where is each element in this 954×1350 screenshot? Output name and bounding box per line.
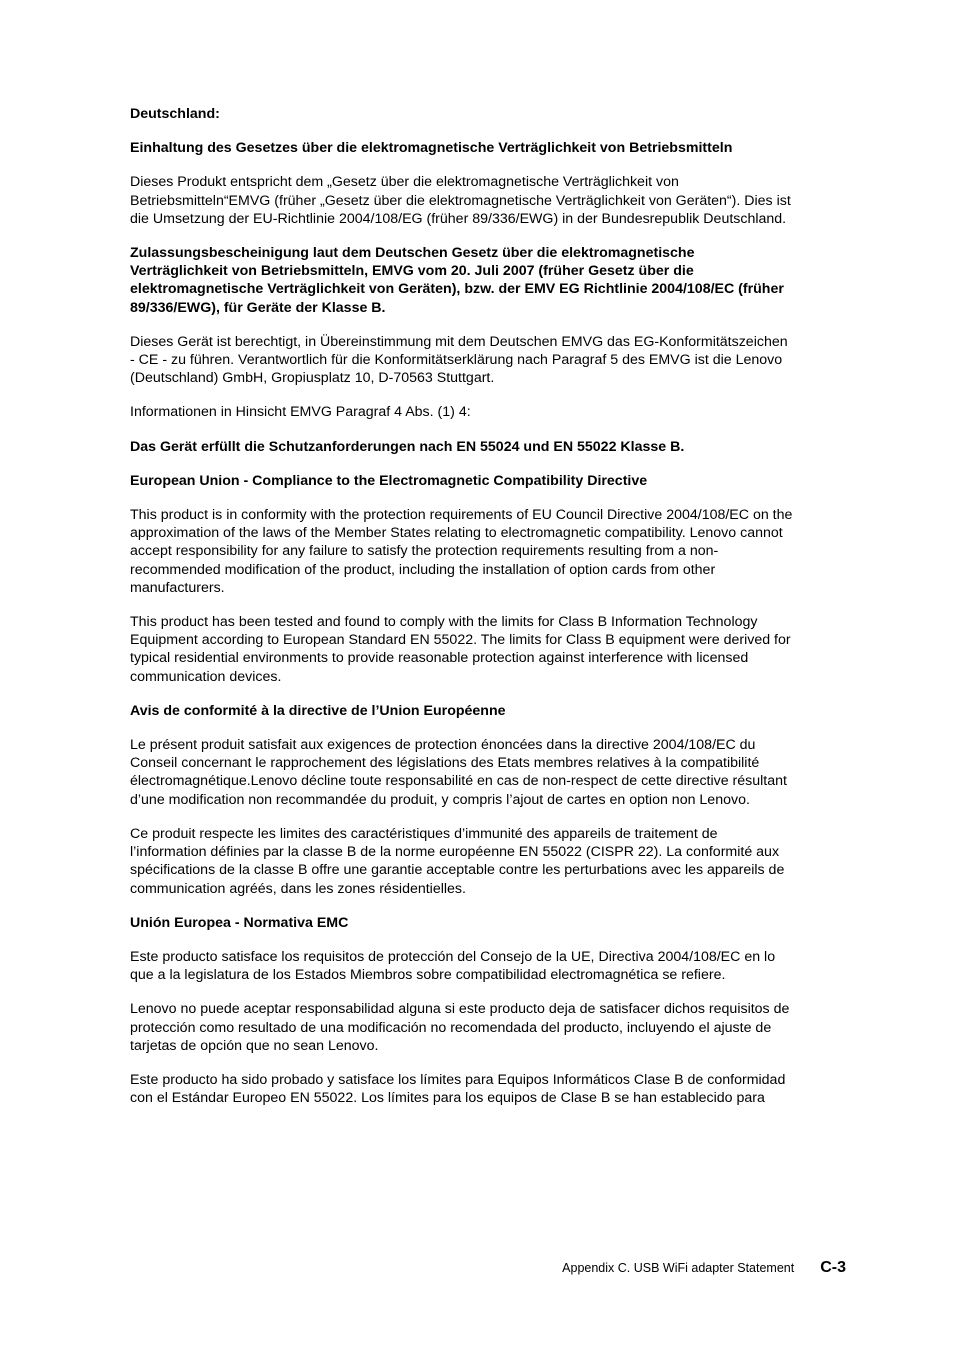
body-paragraph xyxy=(130,948,840,984)
text-line: l’information définies par la classe B de la norme européenne EN 55022 (CISPR 22). La conformité aux xyxy=(130,844,780,861)
text-line: (Deutschland) GmbH, Gropiusplatz 10, D-70563 Stuttgart. xyxy=(130,370,495,387)
text-line: This product is in conformity with the protection requirements of EU Council Directive 2004/108/EC on the xyxy=(130,507,793,524)
text-line: This product has been tested and found to comply with the limits for Class B Information Technology xyxy=(130,614,758,631)
text-line: European Union - Compliance to the Electromagnetic Compatibility Directive xyxy=(130,472,648,489)
text-line: Le présent produit satisfait aux exigences de protection énoncées dans la directive 2004/108/EC du xyxy=(130,737,756,754)
text-line: électromagnétique.Lenovo décline toute responsabilité en cas de non-respect de cette directive résultant xyxy=(130,773,787,790)
text-line: Avis de conformité à la directive de l’Union Européenne xyxy=(130,702,506,719)
text-line: Equipment according to European Standard EN 55022. The limits for Class B equipment were derived for xyxy=(130,632,791,649)
section-heading xyxy=(130,914,840,932)
text-line: accept responsibility for any failure to satisfy the protection requirements resulting from a non- xyxy=(130,543,719,560)
text-line: protección como resultado de una modificación no recomendada del producto, incluyendo el ajuste de xyxy=(130,1019,772,1036)
text-line: con el Estándar Europeo EN 55022. Los límites para los equipos de Clase B se han establecido para xyxy=(130,1090,765,1107)
text-line: - CE - zu führen. Verantwortlich für die Konformitätserklärung nach Paragraf 5 des EMVG ist die Lenovo xyxy=(130,352,783,369)
text-line: Conseil concernant le rapprochement des législations des Etats membres relatives à la compatibilité xyxy=(130,755,760,772)
body-paragraph xyxy=(130,1071,840,1107)
section-heading xyxy=(130,139,840,157)
text-line: Dieses Gerät ist berechtigt, in Übereinstimmung mit dem Deutschen EMVG das EG-Konformitätszeichen xyxy=(130,333,788,350)
section-heading xyxy=(130,105,840,123)
text-line: typical residential environments to provide reasonable protection against interference with licensed xyxy=(130,650,749,667)
body-paragraph xyxy=(130,736,840,809)
section-heading xyxy=(130,472,840,490)
body-paragraph xyxy=(130,173,840,228)
text-line: Betriebsmitteln“EMVG (früher „Gesetz über die elektromagnetische Verträglichkeit von Geräten“). Dies ist xyxy=(130,192,791,209)
text-line: Lenovo no puede aceptar responsabilidad alguna si este producto deja de satisfacer dichos requisitos de xyxy=(130,1001,790,1018)
document-body xyxy=(130,105,840,1123)
text-line: Ce produit respecte les limites des caractéristiques d’immunité des appareils de traitement de xyxy=(130,825,718,842)
text-line: die Umsetzung der EU-Richtlinie 2004/108/EG (früher 89/336/EWG) in der Bundesrepublik Deutschland. xyxy=(130,210,787,227)
footer-title: Appendix C. USB WiFi adapter Statement xyxy=(562,1261,795,1275)
text-line: manufacturers. xyxy=(130,579,225,596)
text-line: Verträglichkeit von Betriebsmitteln, EMVG vom 20. Juli 2007 (früher Gesetz über die xyxy=(130,263,694,280)
text-line: 89/336/EWG), für Geräte der Klasse B. xyxy=(130,299,386,316)
text-line: approximation of the laws of the Member States relating to electromagnetic compatibility. Lenovo cannot xyxy=(130,525,783,542)
text-line: Deutschland: xyxy=(130,106,220,122)
text-line: recommended modification of the product, including the installation of option cards from other xyxy=(130,561,716,578)
text-line: d’une modification non recommandée du produit, y compris l’ajout de cartes en option non Lenovo. xyxy=(130,791,750,808)
section-heading xyxy=(130,438,840,456)
body-paragraph xyxy=(130,333,840,388)
text-line: Zulassungsbescheinigung laut dem Deutschen Gesetz über die elektromagnetische xyxy=(130,245,695,262)
text-line: communication devices. xyxy=(130,668,282,685)
text-line: tarjetas de opción que no sean Lenovo. xyxy=(130,1037,379,1054)
body-paragraph xyxy=(130,1000,840,1055)
text-line: Dieses Produkt entspricht dem „Gesetz über die elektromagnetische Verträglichkeit von xyxy=(130,174,679,191)
body-paragraph xyxy=(130,403,840,421)
text-line: Einhaltung des Gesetzes über die elektromagnetische Verträglichkeit von Betriebsmitteln xyxy=(130,140,733,157)
text-line: Este producto satisface los requisitos de protección del Consejo de la UE, Directiva 2004/108/EC en lo xyxy=(130,948,776,965)
page-footer xyxy=(562,1259,846,1277)
body-paragraph xyxy=(130,506,840,597)
text-line: elektromagnetische Verträglichkeit von Geräten), bzw. der EMV EG Richtlinie 2004/108/EC (früher xyxy=(130,281,784,298)
text-line: Informationen in Hinsicht EMVG Paragraf 4 Abs. (1) 4: xyxy=(130,404,471,421)
page-number: C-3 xyxy=(820,1259,846,1276)
text-line: spécifications de la classe B offre une garantie acceptable contre les perturbations avec les appareils de xyxy=(130,862,785,879)
text-line: que a la legislatura de los Estados Miembros sobre compatibilidad electromagnética se refiere. xyxy=(130,967,726,984)
body-paragraph xyxy=(130,825,840,898)
text-line: communication agréés, dans les zones résidentielles. xyxy=(130,880,466,897)
section-heading xyxy=(130,702,840,720)
section-heading xyxy=(130,244,840,317)
text-line: Das Gerät erfüllt die Schutzanforderungen nach EN 55024 und EN 55022 Klasse B. xyxy=(130,438,685,455)
text-line: Este producto ha sido probado y satisface los límites para Equipos Informáticos Clase B de conformidad xyxy=(130,1071,786,1088)
text-line: Unión Europea - Normativa EMC xyxy=(130,914,349,931)
body-paragraph xyxy=(130,613,840,686)
